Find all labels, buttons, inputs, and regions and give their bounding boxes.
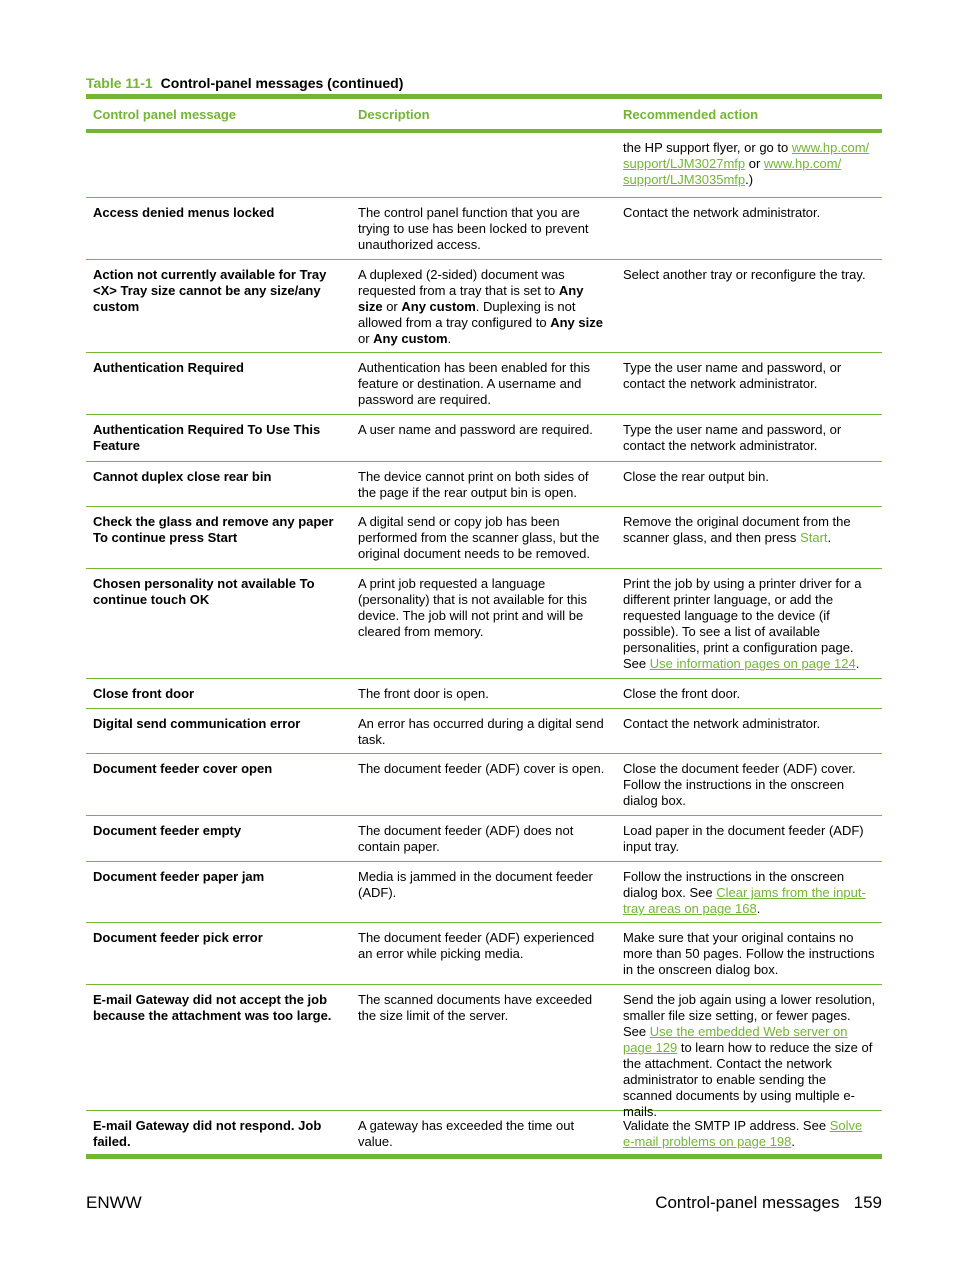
message-cell: Access denied menus locked (93, 205, 275, 220)
description-cell: The control panel function that you are trying to use has been locked to prevent unauthorized access. (358, 205, 589, 252)
message-cell: Document feeder cover open (93, 761, 273, 776)
description-cell: Authentication has been enabled for this feature or destination. A username and password are required. (358, 360, 591, 407)
table-row (86, 922, 882, 984)
description-cell: An error has occurred during a digital send task. (358, 716, 604, 747)
table-body (86, 133, 882, 1154)
action-cell: the HP support flyer, or go to www.hp.com/ support/LJM3027mfp or www.hp.com/ support/LJM3035mfp.) (623, 140, 870, 187)
table-row (86, 708, 882, 753)
action-cell: Contact the network administrator. (623, 716, 821, 731)
table-row (86, 568, 882, 678)
message-cell: Authentication Required (93, 360, 244, 375)
message-cell: Document feeder paper jam (93, 869, 265, 884)
footer-right: Control-panel messages 159 (655, 1193, 882, 1212)
cross-reference-link[interactable]: www.hp.com/ support/LJM3035mfp (623, 156, 842, 187)
action-cell: Select another tray or reconfigure the tray. (623, 267, 866, 282)
message-cell: E-mail Gateway did not accept the job because the attachment was too large. (93, 992, 332, 1023)
table-header (86, 99, 882, 133)
header-message: Control panel message (93, 106, 237, 122)
description-cell: The document feeder (ADF) cover is open. (358, 761, 605, 776)
action-cell: Close the document feeder (ADF) cover. Follow the instructions in the onscreen dialog box. (623, 761, 856, 808)
description-cell: Media is jammed in the document feeder (ADF). (358, 869, 593, 900)
table-row (86, 1110, 882, 1154)
description-cell: The device cannot print on both sides of the page if the rear output bin is open. (358, 469, 589, 500)
table-row (86, 259, 882, 352)
description-cell: A gateway has exceeded the time out value. (358, 1118, 575, 1149)
description-cell: A duplexed (2-sided) document was requested from a tray that is set to Any size or Any custom. Duplexing is not allowed from a tray configured to Any size or Any custom. (358, 267, 603, 346)
table-row (86, 753, 882, 815)
message-cell: Cannot duplex close rear bin (93, 469, 272, 484)
message-cell: Close front door (93, 686, 195, 701)
header-description: Description (358, 106, 430, 122)
message-cell: Authentication Required To Use This Feature (93, 422, 321, 453)
action-cell: Follow the instructions in the onscreen dialog box. See Clear jams from the input-tray areas on page 168. (623, 869, 866, 916)
message-cell: Check the glass and remove any paper To continue press Start (93, 514, 334, 545)
header-action: Recommended action (623, 106, 759, 122)
action-cell: Validate the SMTP IP address. See Solve e-mail problems on page 198. (623, 1118, 863, 1149)
message-cell: E-mail Gateway did not respond. Job failed. (93, 1118, 322, 1149)
description-cell: The front door is open. (358, 686, 489, 701)
description-cell: A digital send or copy job has been performed from the scanner glass, but the original document needs to be removed. (358, 514, 600, 561)
description-cell (351, 133, 616, 197)
messages-table (86, 94, 882, 1159)
description-cell: A print job requested a language (personality) that is not available for this device. The job will not print and will be cleared from memory. (358, 576, 588, 639)
message-cell: Chosen personality not available To continue touch OK (93, 576, 315, 607)
action-cell: Load paper in the document feeder (ADF) input tray. (623, 823, 864, 854)
table-row (86, 506, 882, 568)
message-cell (86, 133, 351, 197)
action-cell: Print the job by using a printer driver for a different printer language, or add the requested language to the device (if possible). To see a list of available personalities, print a configuration page. See Use information pages on page 124. (623, 576, 862, 671)
action-cell: Send the job again using a lower resolution, smaller file size setting, or fewer pages. See Use the embedded Web server on page 129 to learn how to reduce the size of the attachment. Contact the network administrator to enable sending the scanned documents by using multiple e-mails. (623, 992, 876, 1119)
table-row (86, 461, 882, 506)
cross-reference-link[interactable]: Clear jams from the input-tray areas on page 168 (623, 885, 866, 916)
action-cell: Type the user name and password, or contact the network administrator. (623, 360, 842, 391)
description-cell: The document feeder (ADF) experienced an error while picking media. (358, 930, 595, 961)
cross-reference-link[interactable]: www.hp.com/ support/LJM3027mfp (623, 140, 870, 171)
action-cell: Close the rear output bin. (623, 469, 769, 484)
action-cell: Make sure that your original contains no more than 50 pages. Follow the instructions in the onscreen dialog box. (623, 930, 875, 977)
cross-reference-link[interactable]: Solve e-mail problems on page 198 (623, 1118, 863, 1149)
action-cell: Type the user name and password, or contact the network administrator. (623, 422, 842, 453)
table-caption (86, 75, 403, 91)
cross-reference-link[interactable]: Use the embedded Web server on page 129 (623, 1024, 848, 1055)
table-row (86, 197, 882, 259)
table-row (86, 815, 882, 861)
table-row (86, 133, 882, 197)
action-cell: Close the front door. (623, 686, 741, 701)
table-number: Table 11-1 (86, 75, 153, 91)
action-cell: Contact the network administrator. (623, 205, 821, 220)
table-row (86, 861, 882, 922)
message-cell: Digital send communication error (93, 716, 301, 731)
table-row (86, 414, 882, 461)
message-cell: Document feeder empty (93, 823, 242, 838)
action-cell: Remove the original document from the scanner glass, and then press Start. (623, 514, 851, 545)
description-cell: A user name and password are required. (358, 422, 593, 437)
message-cell: Action not currently available for Tray <X> Tray size cannot be any size/any custom (93, 267, 327, 314)
table-title: Control-panel messages (continued) (160, 75, 404, 91)
table-row (86, 678, 882, 708)
message-cell: Document feeder pick error (93, 930, 263, 945)
description-cell: The document feeder (ADF) does not contain paper. (358, 823, 574, 854)
table-row (86, 984, 882, 1119)
footer-left: ENWW (86, 1193, 142, 1212)
description-cell: The scanned documents have exceeded the size limit of the server. (358, 992, 593, 1023)
table-row (86, 352, 882, 414)
cross-reference-link[interactable]: Use information pages on page 124 (649, 656, 856, 671)
